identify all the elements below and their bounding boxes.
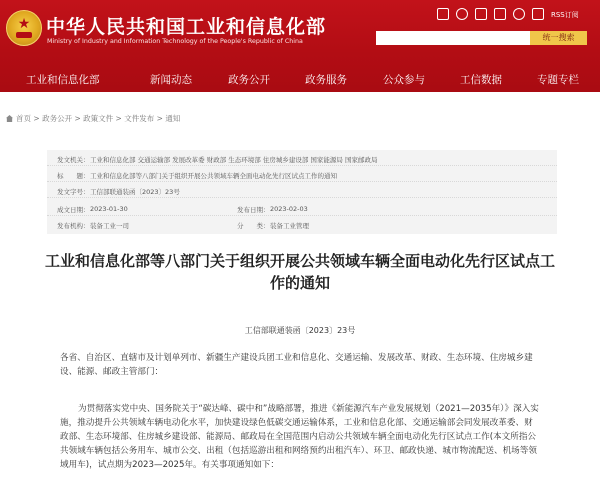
meta-label: 成文日期： [57,206,90,214]
nav-item-data[interactable]: 工信数据 [460,74,502,86]
wechat-icon[interactable] [513,8,525,20]
meta-label: 分 类： [237,222,270,230]
meta-row-issuer [47,152,557,166]
document-metadata-table [47,150,557,234]
meta-row-docno [47,184,557,198]
rss-subscribe-link[interactable]: RSS订阅 [551,11,579,19]
search-input[interactable] [376,31,530,45]
nav-item-topics[interactable]: 专题专栏 [537,74,579,86]
breadcrumb-separator: > [115,114,122,123]
meta-label: 发布机构： [57,222,90,230]
site-subtitle: Ministry of Industry and Information Technology of the People's Republic of China [47,38,303,45]
document-addressee: 各省、自治区、直辖市及计划单列市、新疆生产建设兵团工业和信息化、交通运输、发展改革、财政、生态环境、住房城乡建设、能源、邮政主管部门： [60,353,533,377]
breadcrumb-separator: > [156,114,163,123]
breadcrumb-gov-affairs[interactable]: 政务公开 [42,114,73,123]
nav-item-ministry[interactable]: 工业和信息化部 [26,74,100,86]
breadcrumb-home[interactable]: 首页 [16,114,31,123]
meta-row-dates [47,202,557,216]
meta-value: 工业和信息化部 交通运输部 发展改革委 财政部 生态环境部 住房城乡建设部 国家能源局 国家邮政局 [90,156,378,164]
nav-item-news[interactable]: 新闻动态 [150,74,192,86]
meta-value: 2023-01-30 [90,205,128,213]
search-button[interactable]: 统一搜索 [530,31,587,45]
meta-label: 标 题： [57,172,90,180]
meta-value: 工业和信息化部等八部门关于组织开展公共领域车辆全面电动化先行区试点工作的通知 [90,172,337,180]
nav-item-public-participation[interactable]: 公众参与 [383,74,425,86]
breadcrumb-notice[interactable]: 通知 [165,114,181,123]
weibo-icon[interactable] [456,8,468,20]
meta-value: 装备工业一司 [90,222,129,230]
national-emblem-icon[interactable]: ★ [6,10,42,46]
site-title[interactable]: 中华人民共和国工业和信息化部 [46,16,327,38]
document-number: 工信部联通装函〔2023〕23号 [244,326,356,335]
mail-icon[interactable] [475,8,487,20]
meta-row-org [47,218,557,232]
meta-value: 工信部联通装函〔2023〕23号 [90,188,180,196]
mobile-icon[interactable] [494,8,506,20]
breadcrumb-separator: > [33,114,40,123]
document-body: 为贯彻落实党中央、国务院关于“碳达峰、碳中和”战略部署，推进《新能源汽车产业发展规划（2021—2035年）》深入实施，推动提升公共领域车辆电动化水平，加快建设绿色低碳交通运输体系，工业和信息化部、交通运输部会同发展改革委、财政部、生态环境部、住房城乡建设部、能源局、邮政局在全国范围内启动公共领域车辆全面电动化先行区试点工作(本文所指公共领域车辆包括公务用车、城市公交、出租（包括巡游出租和网络预约出租汽车）、环卫、邮政快递、城市物流配送、机场等领域用车)，试点期为2023—2025年。有关事项通知如下： [60,404,539,470]
home-icon [6,115,13,122]
meta-value: 2023-02-03 [270,205,308,213]
meta-label: 发文字号： [57,188,90,196]
main-nav [0,66,600,92]
breadcrumb-separator: > [74,114,81,123]
meta-row-title [47,168,557,182]
nav-item-gov-services[interactable]: 政务服务 [305,74,347,86]
barrier-free-icon[interactable] [437,8,449,20]
document-title: 工业和信息化部等八部门关于组织开展公共领域车辆全面电动化先行区试点工作的通知 [44,252,555,292]
rss-icon[interactable] [532,8,544,20]
nav-item-gov-affairs[interactable]: 政务公开 [228,74,270,86]
breadcrumb-policy-files[interactable]: 政策文件 [83,114,114,123]
meta-label: 发布日期： [237,206,270,214]
site-header [0,0,600,92]
breadcrumb [6,113,180,125]
breadcrumb-file-release[interactable]: 文件发布 [124,114,155,123]
meta-label: 发文机关： [57,156,90,164]
meta-value: 装备工业管理 [270,222,309,230]
